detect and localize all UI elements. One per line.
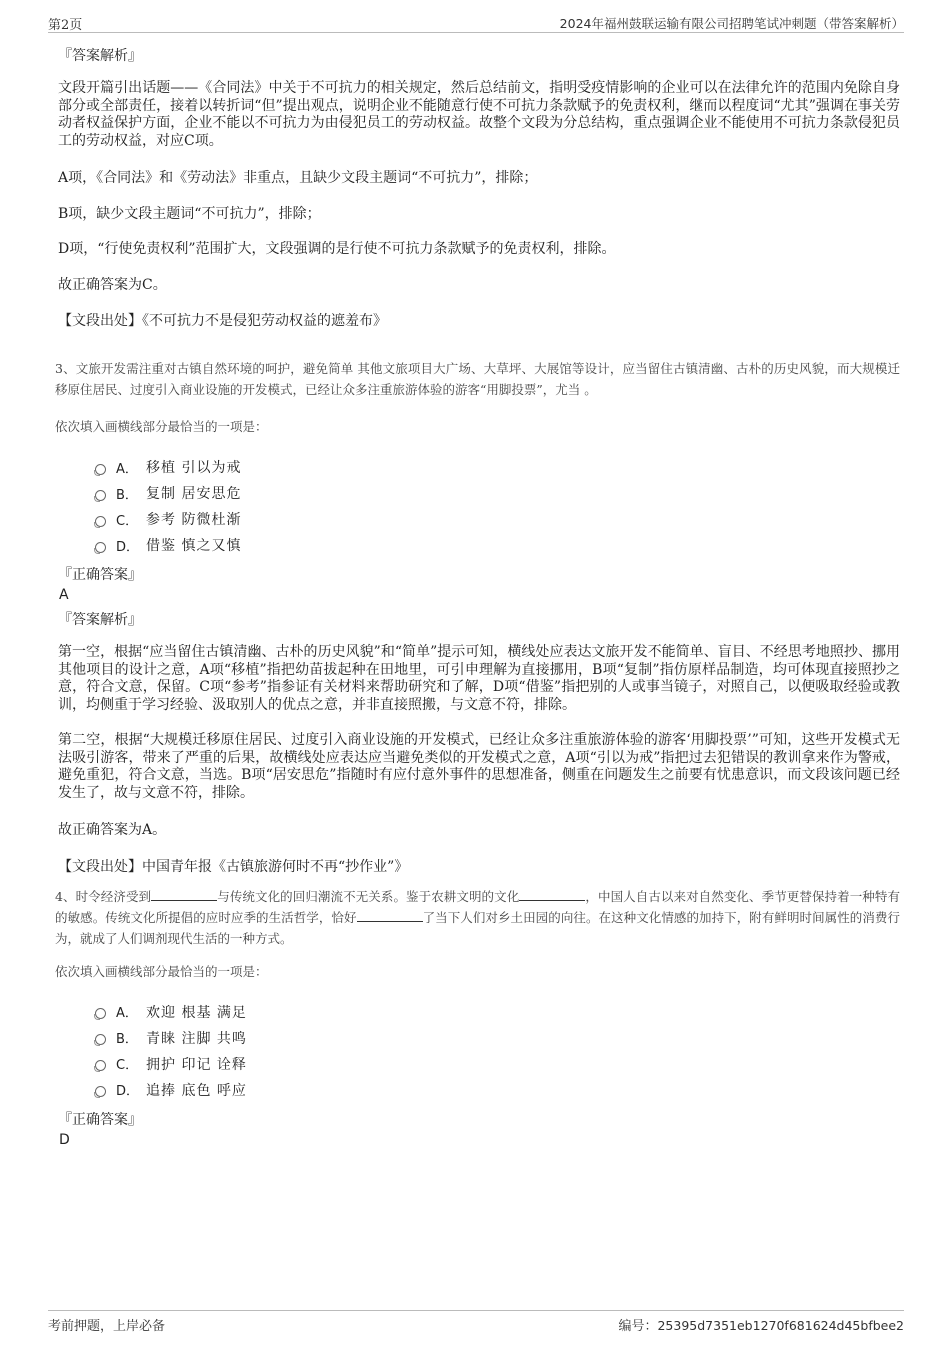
- option-d-analysis: D项，“行使免责权利”范围扩大，文段强调的是行使不可抗力条款赋予的免责权利，排除。: [58, 241, 616, 257]
- analysis-label: 『答案解析』: [58, 612, 142, 628]
- analysis-blank-2: 第二空，根据“大规模迁移原住居民、过度引入商业设施的开发模式，已经让众多注重旅游体验的游客‘用脚投票’”可知，这些开发模式无法吸引游客，带来了严重的后果，故横线处应表达应当避免类似的开发模式之意，A项“引以为戒”指把过去犯错误的教训拿来作为警戒，避免重犯，符合文意，当选。B项“居安思危”指随时有应付意外事件的思想准备，侧重在问题发生之前要有忧患意识，而文段该问题已经发生了，故与文意不符，排除。: [58, 732, 900, 801]
- radio-icon[interactable]: [95, 1086, 106, 1097]
- page-content: [55, 46, 900, 1155]
- correct-answer: A: [59, 587, 69, 603]
- question-3-options: [95, 454, 900, 558]
- radio-icon[interactable]: [95, 1008, 106, 1019]
- option-a[interactable]: A． 欢迎 根基 满足: [95, 999, 900, 1025]
- radio-icon[interactable]: [95, 516, 106, 527]
- radio-icon[interactable]: [95, 490, 106, 501]
- document-code: 编号：25395d7351eb1270f681624d45bfbee2: [618, 1318, 904, 1334]
- radio-icon[interactable]: [95, 464, 106, 475]
- option-b-analysis: B项，缺少文段主题词“不可抗力”，排除；: [58, 205, 321, 222]
- question-3-prompt: 依次填入画横线部分最恰当的一项是：: [55, 419, 268, 434]
- analysis-blank-1: 第一空，根据“应当留住古镇清幽、古朴的历史风貌”和“简单”提示可知，横线处应表达文旅开发不能简单、盲目、不经思考地照抄、挪用其他项目的设计之意，A项“移植”指把幼苗拔起种在田地里，可引申理解为直接挪用，B项“复制”指仿原样品制造，均可体现直接照抄之意，符合文意，保留。C项“参考”指参证有关材料来帮助研究和了解，D项“借鉴”指把别的人或事当镜子，对照自己，以便吸取经验或教训，均侧重于学习经验、汲取别人的优点之意，并非直接照搬，与文意不符，排除。: [58, 644, 900, 713]
- document-title: 2024年福州鼓联运输有限公司招聘笔试冲刺题（带答案解析）: [559, 16, 904, 31]
- conclusion: 故正确答案为A。: [58, 822, 167, 838]
- radio-icon[interactable]: [95, 1060, 106, 1071]
- option-b[interactable]: B． 复制 居安思危: [95, 480, 900, 506]
- fill-blank: [357, 909, 423, 922]
- correct-answer-label: 『正确答案』: [58, 1111, 142, 1128]
- question-4-options: [95, 999, 900, 1103]
- question-4-stem: 4、时令经济受到 与传统文化的回归潮流不无关系。鉴于农耕文明的文化 ，中国人自古以来对自然变化、季节更替保持着一种特有的敏感。传统文化所提倡的应时应季的生活哲学，恰好 了当下人们对乡土田园的向往。在这种文化情感的加持下，附有鲜明时间属性的消费行为，就成了人们调剂现代生活的一种方式。: [55, 888, 900, 946]
- option-a-analysis: A项，《合同法》和《劳动法》非重点，且缺少文段主题词“不可抗力”，排除；: [58, 170, 538, 186]
- correct-answer: D: [59, 1131, 70, 1148]
- page-number: 第2页: [48, 18, 83, 33]
- analysis-label: 『答案解析』: [58, 48, 142, 64]
- option-a[interactable]: A． 移植 引以为戒: [95, 454, 900, 480]
- fill-blank: [151, 888, 217, 901]
- footer-slogan: 考前押题，上岸必备: [48, 1319, 166, 1334]
- option-c[interactable]: C． 参考 防微杜渐: [95, 506, 900, 532]
- text-source: 【文段出处】《不可抗力不是侵犯劳动权益的遮羞布》: [58, 313, 387, 329]
- fill-blank: [519, 888, 585, 901]
- radio-icon[interactable]: [95, 542, 106, 553]
- option-c[interactable]: C． 拥护 印记 诠释: [95, 1051, 900, 1077]
- analysis-paragraph: 文段开篇引出话题——《合同法》中关于不可抗力的相关规定，然后总结前文，指明受疫情影响的企业可以在法律允许的范围内免除自身部分或全部责任，接着以转折词“但”提出观点，说明企业不能随意行使不可抗力条款赋予的免责权利，继而以程度词“尤其”强调在事关劳动者权益保护方面，企业不能以不可抗力为由侵犯员工的劳动权益。故整个文段为分总结构，重点强调企业不能使用不可抗力条款侵犯员工的劳动权益，对应C项。: [58, 80, 900, 149]
- page-footer: [48, 1310, 904, 1333]
- question-4-prompt: 依次填入画横线部分最恰当的一项是：: [55, 963, 268, 979]
- conclusion: 故正确答案为C。: [58, 276, 167, 293]
- page-header: [48, 14, 904, 33]
- question-3-stem: 3、文旅开发需注重对古镇自然环境的呵护，避免简单 其他文旅项目大广场、大草坪、大展馆等设计，应当留住古镇清幽、古朴的历史风貌，而大规模迁移原住居民、过度引入商业设施的开发模式，已经让众多注重旅游体验的游客“用脚投票”，尤当 。: [55, 361, 900, 397]
- option-d[interactable]: D． 追捧 底色 呼应: [95, 1077, 900, 1103]
- correct-answer-label: 『正确答案』: [58, 567, 142, 583]
- radio-icon[interactable]: [95, 1034, 106, 1045]
- option-b[interactable]: B． 青睐 注脚 共鸣: [95, 1025, 900, 1051]
- option-d[interactable]: D． 借鉴 慎之又慎: [95, 532, 900, 558]
- text-source: 【文段出处】中国青年报《古镇旅游何时不再“抄作业”》: [58, 858, 409, 875]
